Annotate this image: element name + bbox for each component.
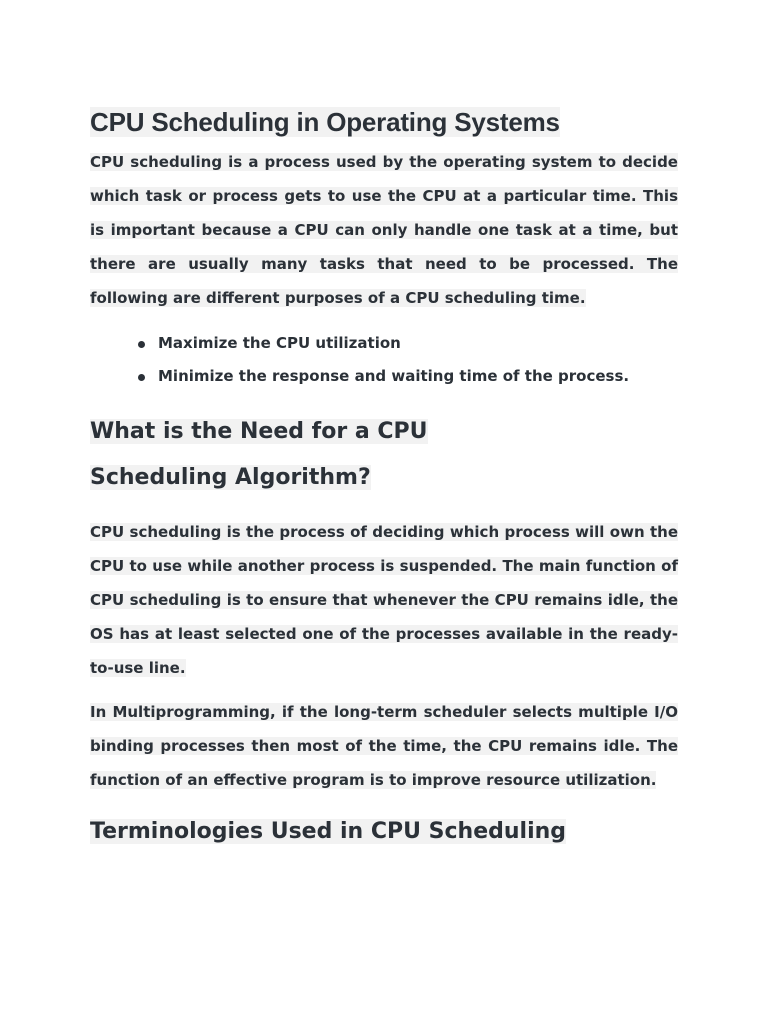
section-heading-terminologies (90, 809, 678, 855)
page-title (90, 104, 678, 140)
intro-paragraph-text: CPU scheduling is a process used by the operating system to decide which task or process gets to use the CPU at a particular time. This is important because a CPU can only handle one task at a time, but there are usually many tasks that need to be processed. The following are different purposes of a CPU scheduling time. (90, 153, 678, 307)
section-heading-terminologies-text: Terminologies Used in CPU Scheduling (90, 819, 567, 844)
bullet-dot-icon (138, 341, 145, 348)
list-item (136, 360, 678, 393)
need-paragraph-2-text: In Multiprogramming, if the long-term scheduler selects multiple I/O binding processes then most of the time, the CPU remains idle. The function of an effective program is to improve resource utilization. (90, 703, 678, 789)
need-paragraph-1-text: CPU scheduling is the process of deciding which process will own the CPU to use while another process is suspended. The main function of CPU scheduling is to ensure that whenever the CPU remains idle, the OS has at least selected one of the processes available in the ready-to-use line. (90, 523, 678, 677)
page-title-text: CPU Scheduling in Operating Systems (90, 107, 560, 137)
need-paragraph-1 (90, 515, 678, 685)
intro-paragraph (90, 145, 678, 315)
section-heading-need (90, 409, 570, 501)
section-heading-need-text: What is the Need for a CPU Scheduling Algorithm? (90, 419, 428, 490)
list-item-text: Maximize the CPU utilization (158, 334, 401, 352)
list-item (136, 327, 678, 360)
article (90, 104, 678, 855)
list-item-text: Minimize the response and waiting time of the process. (158, 367, 630, 385)
bullet-dot-icon (138, 374, 145, 381)
need-paragraph-2 (90, 695, 678, 797)
purpose-list (90, 327, 678, 393)
